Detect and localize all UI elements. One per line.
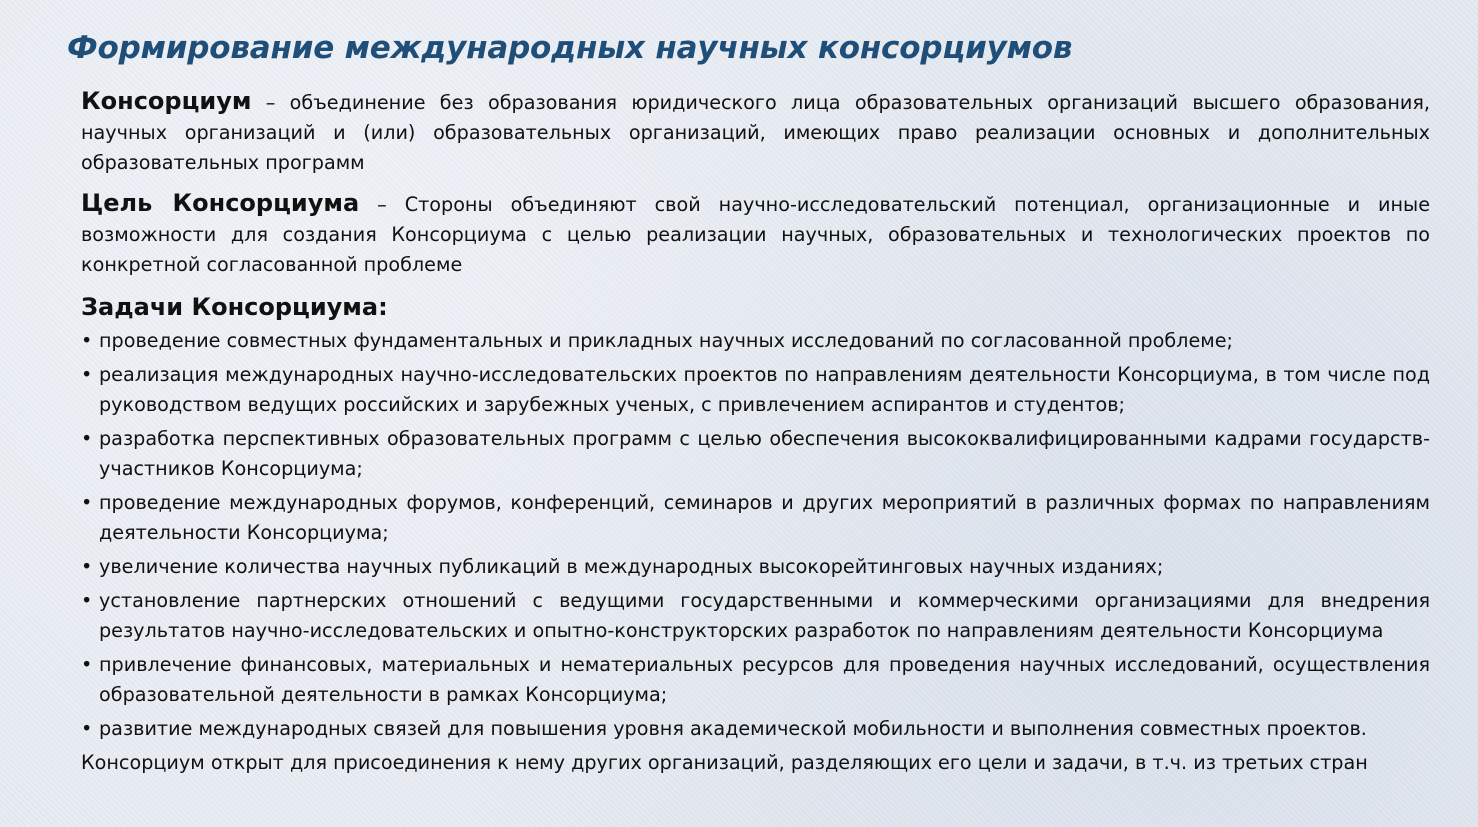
slide-content — [81, 86, 1430, 778]
goal-paragraph — [81, 188, 1430, 280]
goal-text: – Стороны объединяют свой научно-исследовательский потенциал, организационные и иные возможности для создания Консорциума с целью реализации научных, образовательных и технологических проектов по конкретной согласованной проблеме — [81, 193, 1431, 276]
list-item: • разработка перспективных образовательных программ с целью обеспечения высококвалифицированными кадрами государств-участников Консорциума; — [81, 424, 1430, 484]
list-item: • привлечение финансовых, материальных и нематериальных ресурсов для проведения научных исследований, осуществления образовательной деятельности в рамках Консорциума; — [81, 650, 1430, 710]
list-item: • проведение международных форумов, конференций, семинаров и других мероприятий в различных формах по направлениям деятельности Консорциума; — [81, 488, 1430, 548]
goal-term: Цель Консорциума — [81, 189, 360, 217]
list-item: • увеличение количества научных публикаций в международных высокорейтинговых научных изданиях; — [81, 552, 1430, 582]
closing-statement: Консорциум открыт для присоединения к нему других организаций, разделяющих его цели и задачи, в т.ч. из третьих стран — [81, 751, 1368, 774]
list-item: • проведение совместных фундаментальных и прикладных научных исследований по согласованной проблеме; — [81, 326, 1430, 356]
list-item: • реализация международных научно-исследовательских проектов по направлениям деятельности Консорциума, в том числе под руководством ведущих российских и зарубежных ученых, с привлечением аспирантов и студентов; — [81, 360, 1430, 420]
definition-paragraph — [81, 86, 1430, 178]
definition-term: Консорциум — [81, 87, 252, 115]
tasks-list — [81, 326, 1430, 744]
definition-text: – объединение без образования юридического лица образовательных организаций высшего образования, научных организаций и (или) образовательных организаций, имеющих право реализации основных и дополнительных образовательных программ — [81, 91, 1430, 174]
list-item: • установление партнерских отношений с ведущими государственными и коммерческими организациями для внедрения результатов научно-исследовательских и опытно-конструкторских разработок по направлениям деятельности Консорциума — [81, 586, 1430, 646]
tasks-heading: Задачи Консорциума: — [81, 293, 388, 321]
list-item: • развитие международных связей для повышения уровня академической мобильности и выполнения совместных проектов. — [81, 714, 1430, 744]
slide-title: Формирование международных научных консорциумов — [67, 30, 1073, 66]
